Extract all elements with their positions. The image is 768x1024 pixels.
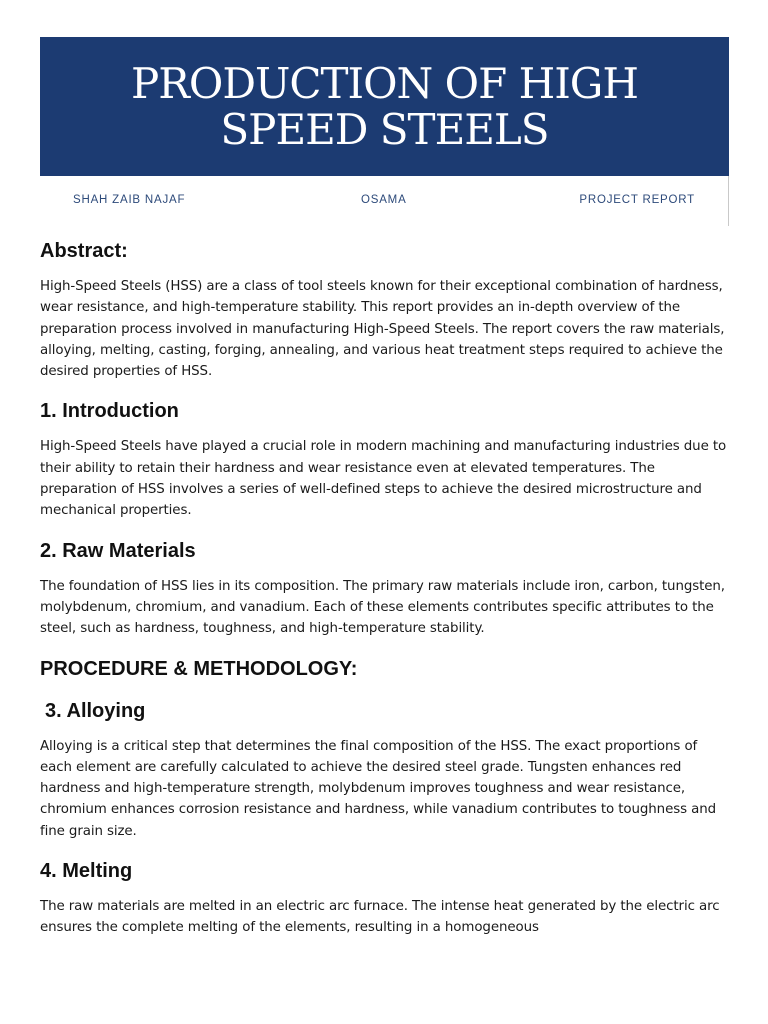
alloying-section (40, 698, 730, 842)
melting-section (40, 858, 730, 939)
abstract-heading: Abstract: (40, 240, 128, 262)
abstract-section (40, 238, 730, 382)
author-name: SHAH ZAIB NAJAF (73, 194, 186, 206)
title-line-1: PRODUCTION OF HIGH (131, 58, 638, 108)
coauthor-name: OSAMA (361, 194, 407, 206)
introduction-heading: 1. Introduction (40, 400, 179, 423)
alloying-text: Alloying is a critical step that determines the final composition of the HSS. The exact proportions of each element are carefully calculated to achieve the desired steel grade. Tungsten enhances red hardness and high-temperature strength, molybdenum improves toughness and wear resistance, chromium enhances corrosion resistance and hardness, while vanadium contributes to toughness and fine grain size. (40, 738, 717, 839)
raw-materials-text: The foundation of HSS lies in its composition. The primary raw materials include iron, carbon, tungsten, molybdenum, chromium, and vanadium. Each of these elements contributes specific attributes to the steel, such as hardness, toughness, and high-temperature stability. (40, 578, 725, 637)
title-line-2: SPEED STEELS (220, 104, 549, 154)
raw-materials-heading: 2. Raw Materials (40, 539, 196, 562)
introduction-text: High-Speed Steels have played a crucial role in modern machining and manufacturing industries due to their ability to retain their hardness and wear resistance even at elevated temperatures. The preparation of HSS involves a series of well-defined steps to achieve the desired microstructure and mechanical properties. (40, 439, 727, 519)
title-banner (40, 37, 729, 176)
document-type: PROJECT REPORT (579, 194, 695, 206)
procedure-section (40, 656, 730, 682)
report-body (40, 238, 730, 939)
raw-materials-section (40, 538, 730, 640)
abstract-text: High-Speed Steels (HSS) are a class of tool steels known for their exceptional combination of hardness, wear resistance, and high-temperature stability. This report provides an in-depth overview of the preparation process involved in manufacturing High-Speed Steels. The report covers the raw materials, alloying, melting, casting, forging, annealing, and various heat treatment steps required to achieve the desired properties of HSS. (40, 279, 725, 380)
melting-text: The raw materials are melted in an electric arc furnace. The intense heat generated by the electric arc ensures the complete melting of the elements, resulting in a homogeneous (40, 899, 720, 936)
melting-heading: 4. Melting (40, 860, 133, 883)
procedure-heading: PROCEDURE & METHODOLOGY: (40, 657, 358, 680)
introduction-section (40, 398, 730, 521)
author-bar (40, 176, 729, 226)
document-title (131, 58, 638, 154)
alloying-heading: 3. Alloying (45, 699, 146, 722)
